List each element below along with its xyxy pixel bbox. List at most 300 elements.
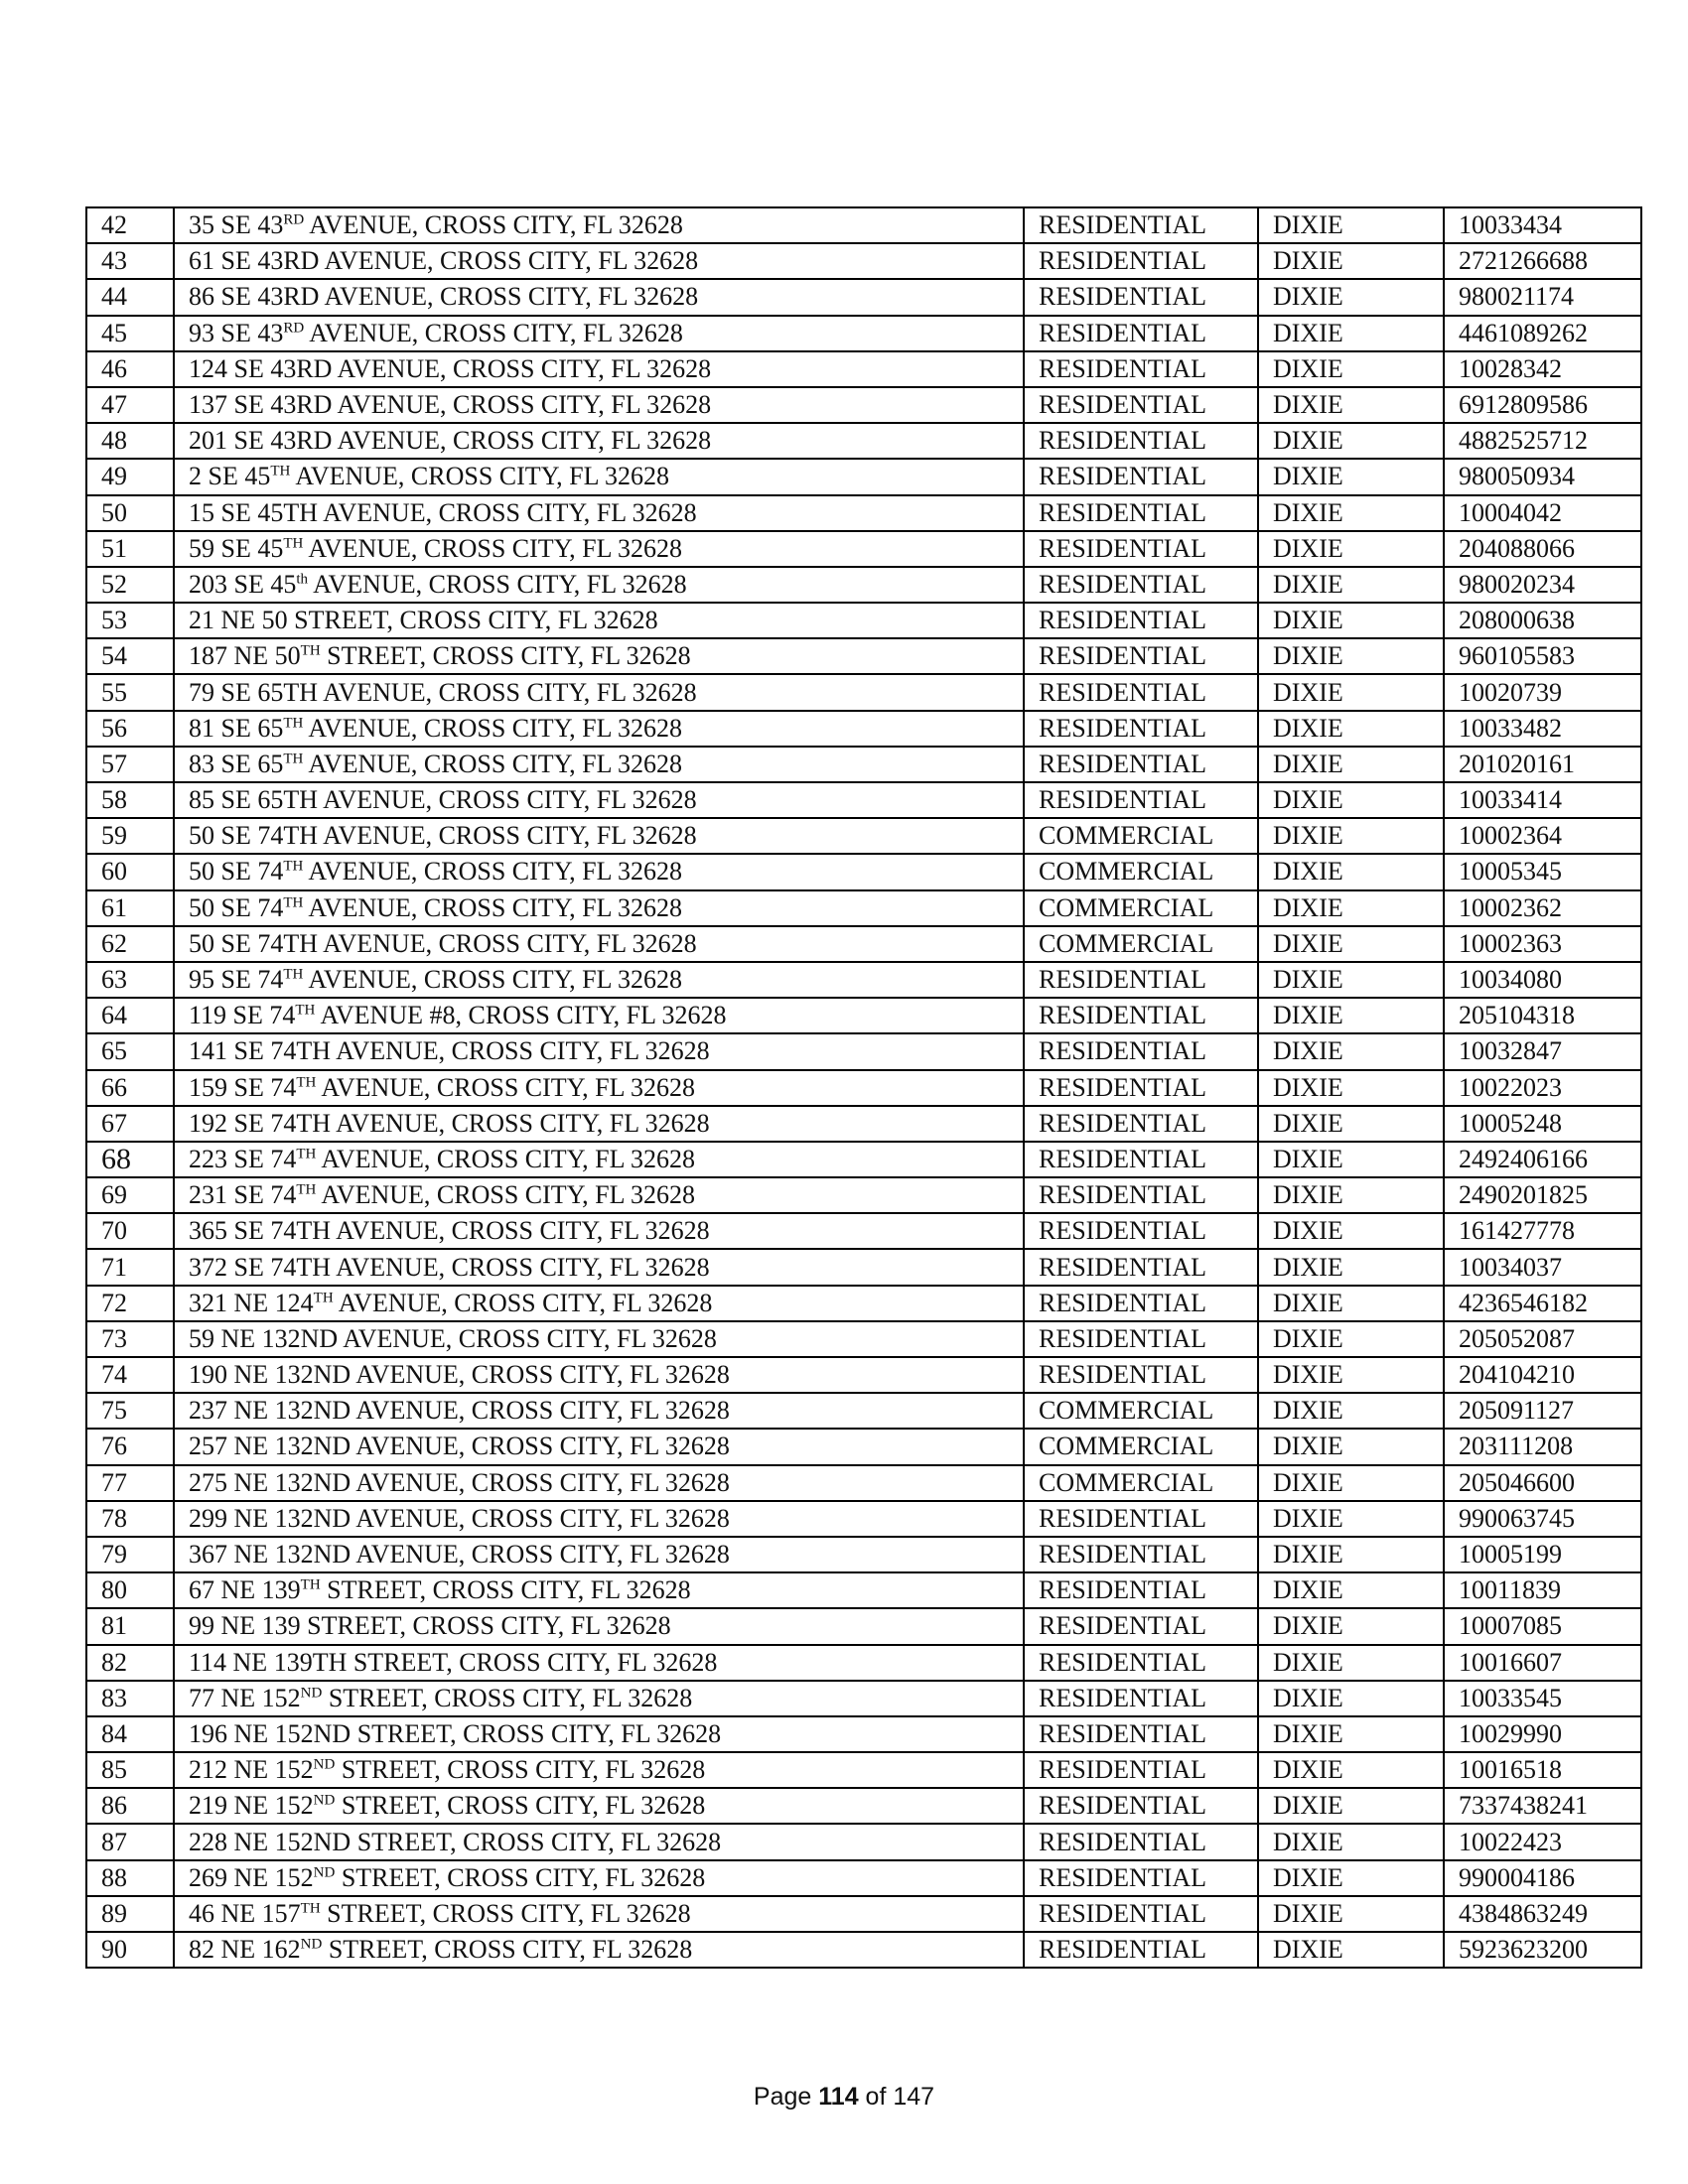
address-cell <box>174 1537 1024 1572</box>
ordinal-suffix: ND <box>313 1864 336 1881</box>
service-type-cell: RESIDENTIAL <box>1024 1033 1258 1069</box>
address-rest: AVENUE, CROSS CITY, FL 32628 <box>304 318 683 347</box>
ordinal-suffix: TH <box>283 715 304 732</box>
account-number-cell: 10022023 <box>1444 1070 1641 1106</box>
row-number-cell: 60 <box>86 854 174 889</box>
service-type-cell: RESIDENTIAL <box>1024 1932 1258 1968</box>
service-type-cell: RESIDENTIAL <box>1024 674 1258 710</box>
address-street: 2 SE 45 <box>189 462 271 491</box>
row-number-cell: 53 <box>86 603 174 638</box>
address-cell <box>174 1249 1024 1285</box>
account-number-cell: 10005248 <box>1444 1106 1641 1142</box>
address-cell <box>174 1788 1024 1824</box>
table-row <box>86 1788 1641 1824</box>
service-type-cell: RESIDENTIAL <box>1024 603 1258 638</box>
county-cell: DIXIE <box>1258 1142 1444 1177</box>
county-cell: DIXIE <box>1258 1070 1444 1106</box>
ordinal-suffix: ND <box>313 1756 336 1773</box>
row-number-cell: 59 <box>86 818 174 854</box>
service-type-cell: RESIDENTIAL <box>1024 1321 1258 1357</box>
service-type-cell: RESIDENTIAL <box>1024 1249 1258 1285</box>
table-row <box>86 1142 1641 1177</box>
address-rest: AVENUE, CROSS CITY, FL 32628 <box>304 210 683 240</box>
address-street: 15 SE 45TH AVENUE, CROSS CITY, FL 32628 <box>189 497 697 527</box>
county-cell: DIXIE <box>1258 243 1444 279</box>
table-row <box>86 674 1641 710</box>
row-number-cell: 56 <box>86 711 174 747</box>
table-row <box>86 782 1641 818</box>
address-cell <box>174 279 1024 315</box>
address-rest: AVENUE, CROSS CITY, FL 32628 <box>316 1144 695 1173</box>
address-cell <box>174 674 1024 710</box>
address-street: 137 SE 43RD AVENUE, CROSS CITY, FL 32628 <box>189 390 712 420</box>
row-number-cell: 57 <box>86 747 174 782</box>
account-number-cell: 10033482 <box>1444 711 1641 747</box>
row-number-cell: 58 <box>86 782 174 818</box>
row-number-cell: 78 <box>86 1501 174 1537</box>
county-cell: DIXIE <box>1258 316 1444 351</box>
account-number-cell: 10002363 <box>1444 926 1641 962</box>
service-type-cell: RESIDENTIAL <box>1024 1860 1258 1896</box>
row-number-cell: 62 <box>86 926 174 962</box>
county-cell: DIXIE <box>1258 1645 1444 1681</box>
address-cell <box>174 998 1024 1033</box>
address-cell <box>174 711 1024 747</box>
ordinal-suffix: TH <box>300 1576 321 1593</box>
service-type-cell: RESIDENTIAL <box>1024 1896 1258 1932</box>
footer-prefix: Page <box>753 2083 819 2111</box>
account-number-cell: 10032847 <box>1444 1033 1641 1069</box>
table-row <box>86 316 1641 351</box>
county-cell: DIXIE <box>1258 279 1444 315</box>
address-street: 50 SE 74TH AVENUE, CROSS CITY, FL 32628 <box>189 821 697 851</box>
ordinal-suffix: TH <box>283 535 304 552</box>
address-cell <box>174 962 1024 998</box>
address-rest: STREET, CROSS CITY, FL 32628 <box>322 1935 693 1965</box>
service-type-cell: RESIDENTIAL <box>1024 1608 1258 1644</box>
county-cell: DIXIE <box>1258 747 1444 782</box>
county-cell: DIXIE <box>1258 1681 1444 1716</box>
ordinal-suffix: RD <box>283 320 305 336</box>
row-number-cell: 88 <box>86 1860 174 1896</box>
address-cell <box>174 1106 1024 1142</box>
row-number-cell: 54 <box>86 638 174 674</box>
account-number-cell: 980021174 <box>1444 279 1641 315</box>
service-type-cell: RESIDENTIAL <box>1024 459 1258 494</box>
row-number-cell: 45 <box>86 316 174 351</box>
table-row <box>86 962 1641 998</box>
row-number-cell: 75 <box>86 1393 174 1429</box>
address-rest: AVENUE, CROSS CITY, FL 32628 <box>303 713 682 743</box>
address-rest: AVENUE, CROSS CITY, FL 32628 <box>303 965 682 995</box>
service-type-cell: RESIDENTIAL <box>1024 1177 1258 1213</box>
address-cell <box>174 387 1024 423</box>
address-cell <box>174 1716 1024 1752</box>
row-number-cell: 48 <box>86 423 174 459</box>
address-cell <box>174 1321 1024 1357</box>
county-cell: DIXIE <box>1258 926 1444 962</box>
address-cell <box>174 854 1024 889</box>
service-type-cell: RESIDENTIAL <box>1024 567 1258 603</box>
table-row <box>86 1465 1641 1501</box>
row-number-cell: 49 <box>86 459 174 494</box>
table-row <box>86 1286 1641 1321</box>
table-row <box>86 423 1641 459</box>
ordinal-suffix: TH <box>300 1900 321 1917</box>
service-type-cell: RESIDENTIAL <box>1024 1501 1258 1537</box>
table-row <box>86 1932 1641 1968</box>
address-street: 219 NE 152 <box>189 1791 314 1821</box>
service-type-cell: RESIDENTIAL <box>1024 638 1258 674</box>
address-street: 59 NE 132ND AVENUE, CROSS CITY, FL 32628 <box>189 1323 717 1353</box>
address-rest: AVENUE #8, CROSS CITY, FL 32628 <box>315 1001 727 1030</box>
table-row <box>86 1177 1641 1213</box>
table-row <box>86 747 1641 782</box>
table-row <box>86 495 1641 531</box>
row-number-cell: 43 <box>86 243 174 279</box>
address-street: 159 SE 74 <box>189 1072 297 1102</box>
account-number-cell: 205046600 <box>1444 1465 1641 1501</box>
row-number-cell: 44 <box>86 279 174 315</box>
row-number-cell: 61 <box>86 890 174 926</box>
account-number-cell: 10004042 <box>1444 495 1641 531</box>
county-cell: DIXIE <box>1258 1572 1444 1608</box>
address-rest: AVENUE, CROSS CITY, FL 32628 <box>316 1072 695 1102</box>
county-cell: DIXIE <box>1258 387 1444 423</box>
county-cell: DIXIE <box>1258 890 1444 926</box>
account-number-cell: 10016607 <box>1444 1645 1641 1681</box>
service-type-cell: COMMERCIAL <box>1024 890 1258 926</box>
address-street: 95 SE 74 <box>189 965 284 995</box>
account-number-cell: 990004186 <box>1444 1860 1641 1896</box>
address-cell <box>174 1572 1024 1608</box>
address-street: 93 SE 43 <box>189 318 284 347</box>
address-cell <box>174 1681 1024 1716</box>
county-cell: DIXIE <box>1258 567 1444 603</box>
row-number-cell: 66 <box>86 1070 174 1106</box>
account-number-cell: 7337438241 <box>1444 1788 1641 1824</box>
table-row <box>86 207 1641 243</box>
account-number-cell: 960105583 <box>1444 638 1641 674</box>
row-number-cell: 64 <box>86 998 174 1033</box>
ordinal-suffix: ND <box>313 1792 336 1809</box>
service-type-cell: RESIDENTIAL <box>1024 1788 1258 1824</box>
county-cell: DIXIE <box>1258 1465 1444 1501</box>
address-street: 196 NE 152ND STREET, CROSS CITY, FL 32628 <box>189 1718 722 1748</box>
row-number-cell: 77 <box>86 1465 174 1501</box>
county-cell: DIXIE <box>1258 998 1444 1033</box>
row-number-cell: 81 <box>86 1608 174 1644</box>
table-row <box>86 1896 1641 1932</box>
service-type-cell: COMMERCIAL <box>1024 1429 1258 1464</box>
address-cell <box>174 926 1024 962</box>
address-cell <box>174 316 1024 351</box>
address-street: 141 SE 74TH AVENUE, CROSS CITY, FL 32628 <box>189 1036 710 1066</box>
service-type-cell: RESIDENTIAL <box>1024 243 1258 279</box>
table-row <box>86 1645 1641 1681</box>
address-rest: STREET, CROSS CITY, FL 32628 <box>320 641 691 671</box>
account-number-cell: 10005345 <box>1444 854 1641 889</box>
account-number-cell: 2490201825 <box>1444 1177 1641 1213</box>
address-street: 67 NE 139 <box>189 1575 301 1605</box>
address-street: 275 NE 132ND AVENUE, CROSS CITY, FL 32628 <box>189 1467 730 1497</box>
table-row <box>86 998 1641 1033</box>
county-cell: DIXIE <box>1258 1106 1444 1142</box>
account-number-cell: 204104210 <box>1444 1357 1641 1393</box>
row-number-cell: 65 <box>86 1033 174 1069</box>
address-cell <box>174 1142 1024 1177</box>
address-rest: AVENUE, CROSS CITY, FL 32628 <box>303 749 682 778</box>
ordinal-suffix: TH <box>295 1002 316 1019</box>
county-cell: DIXIE <box>1258 1357 1444 1393</box>
address-cell <box>174 1033 1024 1069</box>
table-row <box>86 1824 1641 1859</box>
table-row <box>86 1249 1641 1285</box>
county-cell: DIXIE <box>1258 1249 1444 1285</box>
row-number-cell: 42 <box>86 207 174 243</box>
table-row <box>86 1681 1641 1716</box>
address-street: 321 NE 124 <box>189 1288 314 1317</box>
address-cell <box>174 638 1024 674</box>
county-cell: DIXIE <box>1258 854 1444 889</box>
ordinal-suffix: TH <box>300 642 321 659</box>
row-number-cell: 50 <box>86 495 174 531</box>
address-street: 203 SE 45 <box>189 569 297 599</box>
address-street: 50 SE 74 <box>189 892 284 922</box>
service-type-cell: RESIDENTIAL <box>1024 207 1258 243</box>
table-row <box>86 1608 1641 1644</box>
county-cell: DIXIE <box>1258 1393 1444 1429</box>
footer-middle: of <box>858 2083 894 2111</box>
county-cell: DIXIE <box>1258 459 1444 494</box>
table-row <box>86 351 1641 387</box>
service-type-cell: RESIDENTIAL <box>1024 387 1258 423</box>
row-number-cell: 71 <box>86 1249 174 1285</box>
row-number-cell: 82 <box>86 1645 174 1681</box>
table-row <box>86 279 1641 315</box>
account-number-cell: 10034080 <box>1444 962 1641 998</box>
address-cell <box>174 1860 1024 1896</box>
row-number-cell: 69 <box>86 1177 174 1213</box>
row-number-cell: 89 <box>86 1896 174 1932</box>
service-type-cell: RESIDENTIAL <box>1024 962 1258 998</box>
account-number-cell: 10022423 <box>1444 1824 1641 1859</box>
table-row <box>86 459 1641 494</box>
account-number-cell: 10033414 <box>1444 782 1641 818</box>
address-street: 46 NE 157 <box>189 1898 301 1928</box>
county-cell: DIXIE <box>1258 1321 1444 1357</box>
account-number-cell: 10033434 <box>1444 207 1641 243</box>
address-rest: STREET, CROSS CITY, FL 32628 <box>320 1575 691 1605</box>
county-cell: DIXIE <box>1258 603 1444 638</box>
county-cell: DIXIE <box>1258 207 1444 243</box>
service-type-cell: COMMERCIAL <box>1024 1393 1258 1429</box>
account-number-cell: 10011839 <box>1444 1572 1641 1608</box>
address-cell <box>174 351 1024 387</box>
address-rest: AVENUE, CROSS CITY, FL 32628 <box>308 569 687 599</box>
service-type-cell: RESIDENTIAL <box>1024 1213 1258 1249</box>
account-number-cell: 990063745 <box>1444 1501 1641 1537</box>
address-table-body <box>86 207 1641 1968</box>
county-cell: DIXIE <box>1258 1033 1444 1069</box>
county-cell: DIXIE <box>1258 1608 1444 1644</box>
account-number-cell: 10016518 <box>1444 1752 1641 1788</box>
ordinal-suffix: th <box>296 571 309 588</box>
account-number-cell: 205091127 <box>1444 1393 1641 1429</box>
table-row <box>86 1321 1641 1357</box>
account-number-cell: 201020161 <box>1444 747 1641 782</box>
address-street: 187 NE 50 <box>189 641 301 671</box>
address-street: 367 NE 132ND AVENUE, CROSS CITY, FL 32628 <box>189 1540 730 1570</box>
row-number-cell: 86 <box>86 1788 174 1824</box>
account-number-cell: 205104318 <box>1444 998 1641 1033</box>
service-type-cell: RESIDENTIAL <box>1024 1070 1258 1106</box>
table-row <box>86 854 1641 889</box>
address-street: 124 SE 43RD AVENUE, CROSS CITY, FL 32628 <box>189 353 712 383</box>
account-number-cell: 208000638 <box>1444 603 1641 638</box>
address-cell <box>174 747 1024 782</box>
address-cell <box>174 1645 1024 1681</box>
county-cell: DIXIE <box>1258 423 1444 459</box>
table-row <box>86 926 1641 962</box>
ordinal-suffix: TH <box>296 1146 317 1162</box>
address-street: 365 SE 74TH AVENUE, CROSS CITY, FL 32628 <box>189 1216 710 1246</box>
row-number-cell: 46 <box>86 351 174 387</box>
county-cell: DIXIE <box>1258 962 1444 998</box>
ordinal-suffix: ND <box>300 1936 323 1953</box>
county-cell: DIXIE <box>1258 1177 1444 1213</box>
row-number-cell: 76 <box>86 1429 174 1464</box>
address-cell <box>174 890 1024 926</box>
account-number-cell: 10005199 <box>1444 1537 1641 1572</box>
county-cell: DIXIE <box>1258 1896 1444 1932</box>
account-number-cell: 10029990 <box>1444 1716 1641 1752</box>
address-street: 61 SE 43RD AVENUE, CROSS CITY, FL 32628 <box>189 246 699 276</box>
row-number-cell: 74 <box>86 1357 174 1393</box>
county-cell: DIXIE <box>1258 674 1444 710</box>
address-street: 79 SE 65TH AVENUE, CROSS CITY, FL 32628 <box>189 677 697 707</box>
table-row <box>86 1716 1641 1752</box>
table-row <box>86 711 1641 747</box>
account-number-cell: 10033545 <box>1444 1681 1641 1716</box>
ordinal-suffix: RD <box>283 211 305 228</box>
address-street: 119 SE 74 <box>189 1001 296 1030</box>
account-number-cell: 161427778 <box>1444 1213 1641 1249</box>
county-cell: DIXIE <box>1258 1932 1444 1968</box>
account-number-cell: 980020234 <box>1444 567 1641 603</box>
address-street: 192 SE 74TH AVENUE, CROSS CITY, FL 32628 <box>189 1108 710 1138</box>
account-number-cell: 203111208 <box>1444 1429 1641 1464</box>
address-street: 190 NE 132ND AVENUE, CROSS CITY, FL 32628 <box>189 1360 730 1390</box>
address-street: 114 NE 139TH STREET, CROSS CITY, FL 32628 <box>189 1647 718 1677</box>
ordinal-suffix: TH <box>283 751 304 767</box>
service-type-cell: COMMERCIAL <box>1024 926 1258 962</box>
service-type-cell: RESIDENTIAL <box>1024 1286 1258 1321</box>
address-rest: AVENUE, CROSS CITY, FL 32628 <box>333 1288 713 1317</box>
row-number-cell: 83 <box>86 1681 174 1716</box>
current-page-number: 114 <box>818 2083 859 2111</box>
county-cell: DIXIE <box>1258 1501 1444 1537</box>
table-row <box>86 1860 1641 1896</box>
address-rest: AVENUE, CROSS CITY, FL 32628 <box>290 462 669 491</box>
row-number-cell: 84 <box>86 1716 174 1752</box>
address-street: 81 SE 65 <box>189 713 284 743</box>
service-type-cell: RESIDENTIAL <box>1024 1142 1258 1177</box>
address-cell <box>174 603 1024 638</box>
county-cell: DIXIE <box>1258 1752 1444 1788</box>
county-cell: DIXIE <box>1258 1286 1444 1321</box>
address-street: 223 SE 74 <box>189 1144 297 1173</box>
row-number-cell: 85 <box>86 1752 174 1788</box>
address-street: 228 NE 152ND STREET, CROSS CITY, FL 32628 <box>189 1827 722 1856</box>
page-footer <box>0 2083 1688 2112</box>
row-number-cell: 52 <box>86 567 174 603</box>
address-cell <box>174 1429 1024 1464</box>
address-rest: AVENUE, CROSS CITY, FL 32628 <box>303 892 682 922</box>
service-type-cell: RESIDENTIAL <box>1024 998 1258 1033</box>
ordinal-suffix: TH <box>296 1181 317 1198</box>
table-row <box>86 1033 1641 1069</box>
account-number-cell: 10007085 <box>1444 1608 1641 1644</box>
address-cell <box>174 243 1024 279</box>
county-cell: DIXIE <box>1258 1716 1444 1752</box>
service-type-cell: RESIDENTIAL <box>1024 747 1258 782</box>
address-street: 35 SE 43 <box>189 210 284 240</box>
address-street: 372 SE 74TH AVENUE, CROSS CITY, FL 32628 <box>189 1252 710 1282</box>
table-row <box>86 603 1641 638</box>
address-rest: STREET, CROSS CITY, FL 32628 <box>335 1862 706 1892</box>
row-number-cell: 80 <box>86 1572 174 1608</box>
address-street: 99 NE 139 STREET, CROSS CITY, FL 32628 <box>189 1611 671 1641</box>
table-row <box>86 387 1641 423</box>
account-number-cell: 2721266688 <box>1444 243 1641 279</box>
address-street: 86 SE 43RD AVENUE, CROSS CITY, FL 32628 <box>189 282 699 312</box>
county-cell: DIXIE <box>1258 1860 1444 1896</box>
table-row <box>86 1357 1641 1393</box>
ordinal-suffix: TH <box>283 858 304 875</box>
table-row <box>86 818 1641 854</box>
row-number-cell: 63 <box>86 962 174 998</box>
account-number-cell: 6912809586 <box>1444 387 1641 423</box>
account-number-cell: 4461089262 <box>1444 316 1641 351</box>
address-street: 231 SE 74 <box>189 1180 297 1210</box>
address-cell <box>174 1608 1024 1644</box>
county-cell: DIXIE <box>1258 818 1444 854</box>
county-cell: DIXIE <box>1258 1213 1444 1249</box>
address-street: 212 NE 152 <box>189 1755 314 1785</box>
address-street: 21 NE 50 STREET, CROSS CITY, FL 32628 <box>189 606 658 635</box>
address-street: 83 SE 65 <box>189 749 284 778</box>
address-cell <box>174 1213 1024 1249</box>
address-street: 50 SE 74 <box>189 857 284 887</box>
row-number-cell: 87 <box>86 1824 174 1859</box>
row-number-cell: 72 <box>86 1286 174 1321</box>
address-street: 59 SE 45 <box>189 533 284 563</box>
table-row <box>86 1393 1641 1429</box>
row-number-cell: 47 <box>86 387 174 423</box>
table-row <box>86 1537 1641 1572</box>
service-type-cell: RESIDENTIAL <box>1024 495 1258 531</box>
table-row <box>86 1501 1641 1537</box>
row-number-cell: 55 <box>86 674 174 710</box>
county-cell: DIXIE <box>1258 531 1444 567</box>
address-street: 77 NE 152 <box>189 1683 301 1712</box>
address-cell <box>174 782 1024 818</box>
account-number-cell: 4236546182 <box>1444 1286 1641 1321</box>
service-type-cell: RESIDENTIAL <box>1024 351 1258 387</box>
account-number-cell: 10002364 <box>1444 818 1641 854</box>
address-cell <box>174 459 1024 494</box>
